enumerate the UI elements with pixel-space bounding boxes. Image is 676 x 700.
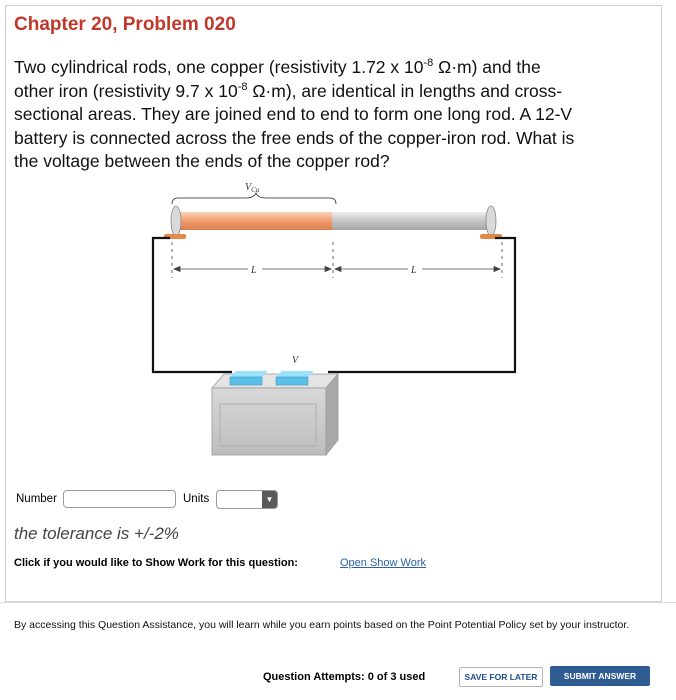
length-dimension [174,267,500,272]
number-label: Number [16,493,57,505]
problem-line-2: other iron (resistivity 9.7 x $10^{-8}$ Ω·m), are identical in lengths and cross- [14,80,563,101]
assistance-notice: By accessing this Question Assistance, you will learn while you earn points based on the Point Potential Policy set by your instructor. [14,619,630,631]
show-work-prompt: Click if you would like to Show Work for this question: [14,557,298,569]
units-label: Units [183,493,210,505]
length-label-left: L [251,265,257,276]
copper-rod [172,212,334,230]
submit-answer-button[interactable]: SUBMIT ANSWER [550,666,650,686]
save-for-later-button[interactable]: SAVE FOR LATER [459,667,543,687]
section-divider [0,602,676,603]
battery-terminal-right [276,371,314,385]
circuit-diagram [150,178,530,470]
problem-line-3: sectional areas. They are joined end to end to form one long rod. A 12-V [14,104,573,124]
problem-line-4: battery is connected across the free ends of the copper-iron rod. What is [14,127,575,148]
iron-rod [332,212,492,230]
battery-voltage-label: V [292,355,299,366]
chevron-down-icon: ▼ [262,491,277,508]
v-cu-bracket [172,193,336,204]
right-wire [328,238,515,372]
circuit-figure [150,178,530,470]
problem-line-5: the voltage between the ends of the copper rod? [14,151,390,171]
answer-row [16,488,416,514]
open-show-work-link[interactable]: Open Show Work [340,557,427,569]
length-label-right: L [411,265,417,276]
battery [212,371,338,455]
number-input[interactable] [63,490,176,508]
problem-line-1: Two cylindrical rods, one copper (resistivity 1.72 x $10^{-8}$ Ω·m) and the [14,57,541,77]
battery-terminal-left [230,371,268,385]
page-title: Chapter 20, Problem 020 [14,14,236,35]
v-cu-label: $V_{Cu}$ [245,182,260,194]
problem-statement [14,56,654,174]
tolerance-text: the tolerance is +/-2% [14,524,179,543]
units-select[interactable] [216,490,278,509]
attempts-counter: Question Attempts: 0 of 3 used [263,671,426,683]
left-wire [153,238,232,372]
